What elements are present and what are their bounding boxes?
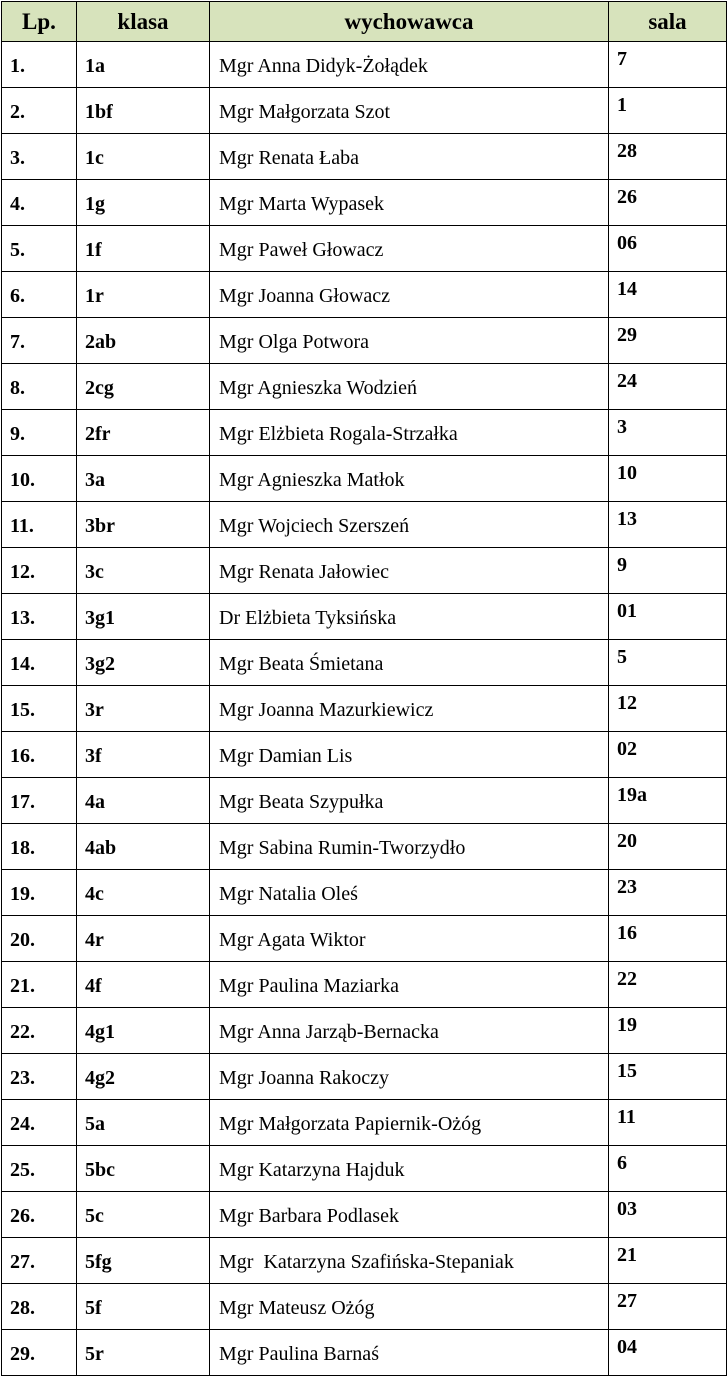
cell-lp: 15.	[2, 686, 77, 732]
table-row	[2, 226, 727, 272]
cell-sala: 19a	[609, 778, 727, 824]
cell-wychowawca: Mgr Sabina Rumin-Tworzydło	[210, 824, 609, 870]
cell-sala: 15	[609, 1054, 727, 1100]
cell-sala: 3	[609, 410, 727, 456]
cell-sala: 9	[609, 548, 727, 594]
cell-lp: 29.	[2, 1330, 77, 1376]
cell-lp: 5.	[2, 226, 77, 272]
cell-wychowawca: Mgr Paulina Barnaś	[210, 1330, 609, 1376]
cell-sala: 10	[609, 456, 727, 502]
table-row	[2, 410, 727, 456]
header-row	[2, 2, 727, 42]
cell-sala: 21	[609, 1238, 727, 1284]
cell-lp: 4.	[2, 180, 77, 226]
cell-lp: 8.	[2, 364, 77, 410]
cell-klasa: 5fg	[77, 1238, 210, 1284]
cell-wychowawca: Mgr Joanna Głowacz	[210, 272, 609, 318]
cell-lp: 12.	[2, 548, 77, 594]
cell-klasa: 1f	[77, 226, 210, 272]
cell-sala: 7	[609, 42, 727, 88]
cell-wychowawca: Mgr Katarzyna Szafińska-Stepaniak	[210, 1238, 609, 1284]
cell-klasa: 2ab	[77, 318, 210, 364]
cell-sala: 13	[609, 502, 727, 548]
cell-wychowawca: Mgr Wojciech Szerszeń	[210, 502, 609, 548]
cell-lp: 26.	[2, 1192, 77, 1238]
cell-wychowawca: Mgr Marta Wypasek	[210, 180, 609, 226]
table-row	[2, 916, 727, 962]
cell-klasa: 5bc	[77, 1146, 210, 1192]
cell-sala: 5	[609, 640, 727, 686]
table-row	[2, 732, 727, 778]
cell-lp: 25.	[2, 1146, 77, 1192]
cell-sala: 11	[609, 1100, 727, 1146]
cell-lp: 14.	[2, 640, 77, 686]
cell-lp: 16.	[2, 732, 77, 778]
cell-klasa: 4ab	[77, 824, 210, 870]
cell-lp: 6.	[2, 272, 77, 318]
cell-sala: 27	[609, 1284, 727, 1330]
cell-lp: 24.	[2, 1100, 77, 1146]
cell-wychowawca: Mgr Renata Łaba	[210, 134, 609, 180]
cell-sala: 26	[609, 180, 727, 226]
cell-lp: 22.	[2, 1008, 77, 1054]
cell-wychowawca: Mgr Renata Jałowiec	[210, 548, 609, 594]
table-row	[2, 686, 727, 732]
table-row	[2, 88, 727, 134]
table-row	[2, 42, 727, 88]
cell-sala: 29	[609, 318, 727, 364]
cell-wychowawca: Mgr Olga Potwora	[210, 318, 609, 364]
table-row	[2, 640, 727, 686]
cell-lp: 7.	[2, 318, 77, 364]
cell-wychowawca: Mgr Paweł Głowacz	[210, 226, 609, 272]
cell-wychowawca: Mgr Barbara Podlasek	[210, 1192, 609, 1238]
cell-sala: 03	[609, 1192, 727, 1238]
table-row	[2, 1008, 727, 1054]
cell-wychowawca: Mgr Anna Didyk-Żołądek	[210, 42, 609, 88]
table-row	[2, 134, 727, 180]
table-row	[2, 778, 727, 824]
table-row	[2, 870, 727, 916]
cell-klasa: 1r	[77, 272, 210, 318]
table-row	[2, 456, 727, 502]
cell-sala: 28	[609, 134, 727, 180]
cell-klasa: 4g1	[77, 1008, 210, 1054]
cell-lp: 18.	[2, 824, 77, 870]
cell-sala: 06	[609, 226, 727, 272]
cell-wychowawca: Mgr Agata Wiktor	[210, 916, 609, 962]
table-row	[2, 548, 727, 594]
cell-lp: 28.	[2, 1284, 77, 1330]
table-row	[2, 1100, 727, 1146]
cell-klasa: 3a	[77, 456, 210, 502]
cell-klasa: 5f	[77, 1284, 210, 1330]
cell-wychowawca: Mgr Anna Jarząb-Bernacka	[210, 1008, 609, 1054]
cell-wychowawca: Mgr Paulina Maziarka	[210, 962, 609, 1008]
cell-klasa: 4a	[77, 778, 210, 824]
header-klasa: klasa	[77, 2, 210, 42]
cell-sala: 23	[609, 870, 727, 916]
homeroom-teachers-table	[1, 1, 727, 1376]
cell-klasa: 4f	[77, 962, 210, 1008]
cell-wychowawca: Mgr Joanna Mazurkiewicz	[210, 686, 609, 732]
cell-klasa: 3c	[77, 548, 210, 594]
cell-sala: 6	[609, 1146, 727, 1192]
cell-klasa: 4g2	[77, 1054, 210, 1100]
cell-sala: 16	[609, 916, 727, 962]
cell-sala: 19	[609, 1008, 727, 1054]
table-row	[2, 1192, 727, 1238]
cell-sala: 12	[609, 686, 727, 732]
cell-sala: 04	[609, 1330, 727, 1376]
table-row	[2, 318, 727, 364]
cell-lp: 10.	[2, 456, 77, 502]
table-row	[2, 1146, 727, 1192]
cell-lp: 21.	[2, 962, 77, 1008]
table-row	[2, 1284, 727, 1330]
cell-sala: 24	[609, 364, 727, 410]
cell-klasa: 1g	[77, 180, 210, 226]
cell-sala: 22	[609, 962, 727, 1008]
header-wychowawca: wychowawca	[210, 2, 609, 42]
cell-wychowawca: Mgr Beata Szypułka	[210, 778, 609, 824]
cell-klasa: 4r	[77, 916, 210, 962]
cell-lp: 17.	[2, 778, 77, 824]
cell-sala: 1	[609, 88, 727, 134]
cell-sala: 20	[609, 824, 727, 870]
table-row	[2, 962, 727, 1008]
table-row	[2, 272, 727, 318]
cell-klasa: 1a	[77, 42, 210, 88]
cell-wychowawca: Mgr Damian Lis	[210, 732, 609, 778]
cell-klasa: 4c	[77, 870, 210, 916]
cell-lp: 9.	[2, 410, 77, 456]
table-body	[2, 42, 727, 1376]
table-row	[2, 1054, 727, 1100]
table-row	[2, 1330, 727, 1376]
cell-klasa: 2cg	[77, 364, 210, 410]
cell-lp: 20.	[2, 916, 77, 962]
table-row	[2, 502, 727, 548]
cell-sala: 02	[609, 732, 727, 778]
cell-klasa: 2fr	[77, 410, 210, 456]
cell-lp: 19.	[2, 870, 77, 916]
cell-lp: 1.	[2, 42, 77, 88]
cell-wychowawca: Mgr Joanna Rakoczy	[210, 1054, 609, 1100]
cell-wychowawca: Mgr Małgorzata Szot	[210, 88, 609, 134]
cell-wychowawca: Mgr Katarzyna Hajduk	[210, 1146, 609, 1192]
cell-wychowawca: Mgr Natalia Oleś	[210, 870, 609, 916]
table-row	[2, 824, 727, 870]
cell-wychowawca: Mgr Mateusz Ożóg	[210, 1284, 609, 1330]
cell-lp: 2.	[2, 88, 77, 134]
cell-lp: 11.	[2, 502, 77, 548]
table-row	[2, 594, 727, 640]
table-row	[2, 1238, 727, 1284]
cell-wychowawca: Mgr Agnieszka Matłok	[210, 456, 609, 502]
cell-wychowawca: Mgr Agnieszka Wodzień	[210, 364, 609, 410]
cell-wychowawca: Mgr Elżbieta Rogala-Strzałka	[210, 410, 609, 456]
cell-wychowawca: Dr Elżbieta Tyksińska	[210, 594, 609, 640]
cell-lp: 23.	[2, 1054, 77, 1100]
table-row	[2, 180, 727, 226]
cell-klasa: 3f	[77, 732, 210, 778]
cell-sala: 14	[609, 272, 727, 318]
cell-wychowawca: Mgr Beata Śmietana	[210, 640, 609, 686]
cell-klasa: 1bf	[77, 88, 210, 134]
cell-lp: 13.	[2, 594, 77, 640]
cell-klasa: 3g1	[77, 594, 210, 640]
cell-klasa: 3g2	[77, 640, 210, 686]
cell-wychowawca: Mgr Małgorzata Papiernik-Ożóg	[210, 1100, 609, 1146]
cell-klasa: 3br	[77, 502, 210, 548]
cell-klasa: 5a	[77, 1100, 210, 1146]
cell-lp: 27.	[2, 1238, 77, 1284]
cell-lp: 3.	[2, 134, 77, 180]
cell-klasa: 5r	[77, 1330, 210, 1376]
cell-klasa: 3r	[77, 686, 210, 732]
header-lp: Lp.	[2, 2, 77, 42]
cell-klasa: 5c	[77, 1192, 210, 1238]
cell-klasa: 1c	[77, 134, 210, 180]
table-row	[2, 364, 727, 410]
cell-sala: 01	[609, 594, 727, 640]
header-sala: sala	[609, 2, 727, 42]
